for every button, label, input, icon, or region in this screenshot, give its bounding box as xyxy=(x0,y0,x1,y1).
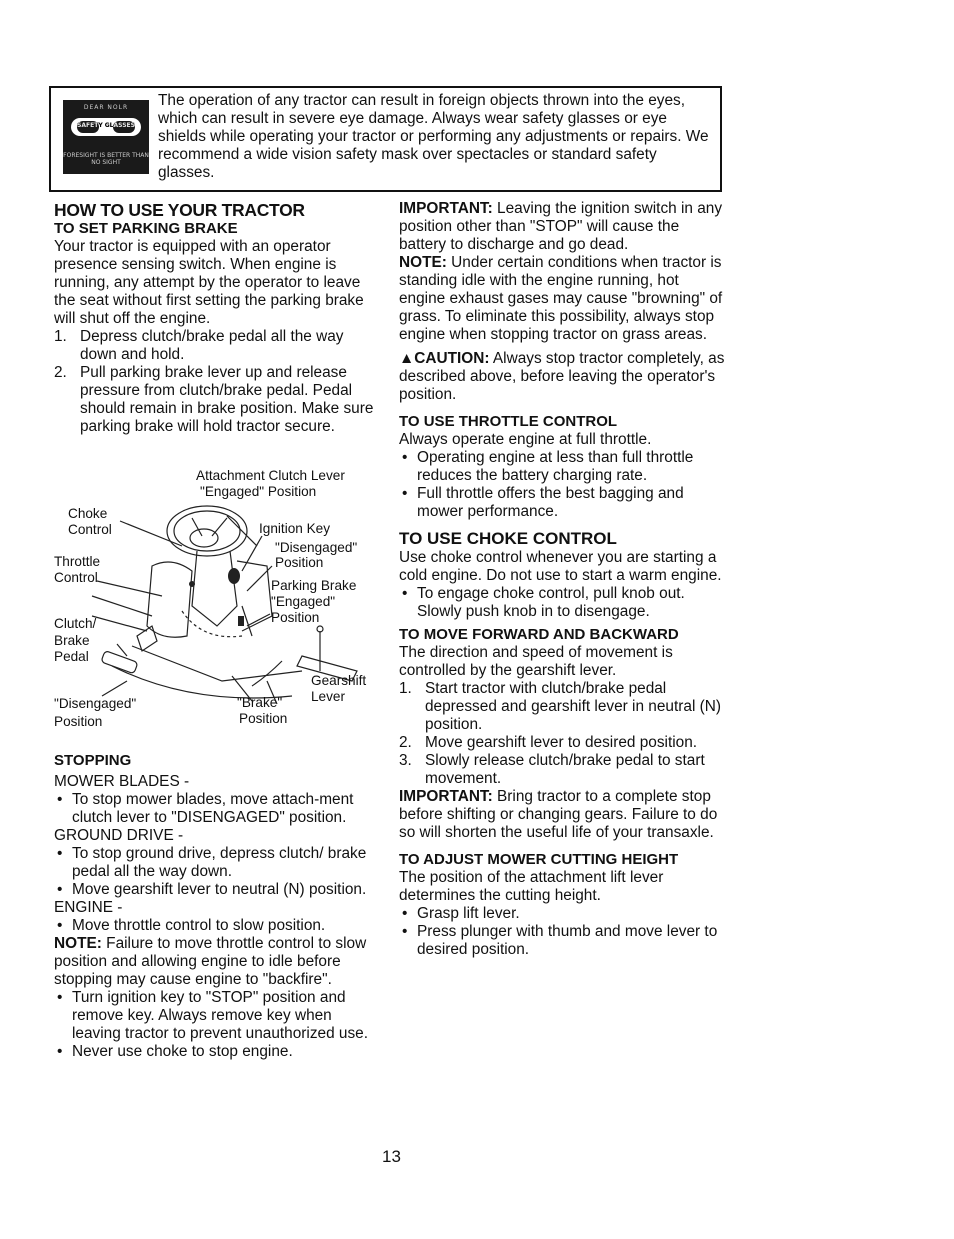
tractor-controls-diagram xyxy=(52,466,382,736)
note-label: NOTE: xyxy=(54,935,102,952)
icon-mid-text: SAFETY GLASSES xyxy=(77,122,135,129)
label-pedal: Pedal xyxy=(54,649,89,664)
left-column-top xyxy=(54,200,376,436)
label-parking-brake: Parking Brake xyxy=(271,578,357,593)
note-browning xyxy=(399,254,725,344)
choke-heading: TO USE CHOKE CONTROL xyxy=(399,529,617,548)
label-ignition-position: Position xyxy=(275,555,324,570)
parking-brake-heading: TO SET PARKING BRAKE xyxy=(54,220,238,237)
label-brake: Brake xyxy=(54,633,90,648)
engine-bullet: • Never use choke to stop engine. xyxy=(57,1043,293,1060)
parking-step-2: 2. Pull parking brake lever up and release pressure from clutch/brake pedal. Pedal should remain in brake position. Make sure parking brake will hold tractor secure. xyxy=(54,364,374,435)
page-number: 13 xyxy=(382,1147,401,1166)
choke-intro: Use choke control whenever you are starting a cold engine. Do not use to start a warm engine. xyxy=(399,549,722,584)
label-brake-position: Position xyxy=(239,711,288,726)
caution-label: ▲CAUTION: xyxy=(399,350,490,367)
section-title: HOW TO USE YOUR TRACTOR xyxy=(54,200,305,220)
label-pedal-disengaged: "Disengaged" xyxy=(54,696,137,711)
warning-text: The operation of any tractor can result in foreign objects thrown into the eyes, which can result in severe eye damage. Always wear safety glasses or eye shields while operating your tractor or performing any adjustments or repairs. We recommend a wide vision safety mask over spectacles or standard safety glasses. xyxy=(158,92,709,181)
important-text: Leaving the ignition switch in any position other than "STOP" will cause the battery to discharge and go dead. xyxy=(399,200,723,253)
label-throttle-control: Control xyxy=(54,570,98,585)
engine-note xyxy=(54,935,376,989)
forward-step-1: 1. Start tractor with clutch/brake pedal depressed and gearshift lever in neutral (N) position. xyxy=(399,680,721,733)
caution-text: Always stop tractor completely, as described above, before leaving the operator's position. xyxy=(399,350,725,403)
label-ignition-key: Ignition Key xyxy=(259,521,331,536)
label-brake-position-q: "Brake" xyxy=(237,695,283,710)
right-column xyxy=(399,200,725,959)
important-label: IMPORTANT: xyxy=(399,200,493,217)
cutting-bullet: • Grasp lift lever. xyxy=(402,905,520,922)
forward-step-3: 3. Slowly release clutch/brake pedal to start movement. xyxy=(399,752,705,787)
label-choke-control: Control xyxy=(68,522,112,537)
label-pedal-position: Position xyxy=(54,714,103,729)
engine-bullet: • Turn ignition key to "STOP" position and remove key. Always remove key when leaving tractor to prevent unauthorized use. xyxy=(57,989,369,1042)
cutting-bullet: • Press plunger with thumb and move lever to desired position. xyxy=(402,923,718,958)
eye-safety-warning-box xyxy=(49,86,722,192)
forward-step-2: 2. Move gearshift lever to desired position. xyxy=(399,734,698,751)
mower-blades-label: MOWER BLADES - xyxy=(54,773,190,790)
cutting-intro: The position of the attachment lift lever determines the cutting height. xyxy=(399,869,664,904)
stopping-section xyxy=(54,752,376,1061)
ground-bullet: • To stop ground drive, depress clutch/ brake pedal all the way down. xyxy=(57,845,367,880)
throttle-heading: TO USE THROTTLE CONTROL xyxy=(399,413,618,430)
label-parking-position: Position xyxy=(271,610,320,625)
label-gearshift-lever: Lever xyxy=(311,689,346,704)
stopping-heading: STOPPING xyxy=(54,752,132,769)
note-text: Failure to move throttle control to slow position and allowing engine to idle before stopping may cause engine to "backfire". xyxy=(54,935,367,988)
icon-top-text: DEAR NOLR xyxy=(83,104,129,111)
engine-bullet: • Move throttle control to slow position. xyxy=(57,917,326,934)
cutting-height-heading: TO ADJUST MOWER CUTTING HEIGHT xyxy=(399,851,679,868)
forward-backward-heading: TO MOVE FORWARD AND BACKWARD xyxy=(399,626,679,643)
engine-label: ENGINE - xyxy=(54,899,123,916)
parking-step-1: 1. Depress clutch/brake pedal all the way down and hold. xyxy=(54,328,344,363)
label-parking-engaged: "Engaged" xyxy=(271,594,336,609)
throttle-bullet: • Operating engine at less than full throttle reduces the battery charging rate. xyxy=(402,449,694,484)
important-gears xyxy=(399,788,725,842)
choke-bullet: • To engage choke control, pull knob out. Slowly push knob in to disengage. xyxy=(402,585,685,620)
label-engaged-position: "Engaged" Position xyxy=(200,484,317,499)
label-ignition-disengaged: "Disengaged" xyxy=(275,540,358,555)
throttle-intro: Always operate engine at full throttle. xyxy=(399,431,652,448)
important-ignition xyxy=(399,200,725,254)
ground-bullet: • Move gearshift lever to neutral (N) position. xyxy=(57,881,367,898)
note-text: Under certain conditions when tractor is standing idle with the engine running, hot engine exhaust gases may cause "browning" of grass. To eliminate this possibility, always stop engine when stopping tractor on grass areas. xyxy=(399,254,723,343)
caution-triangle-icon: ▲ xyxy=(399,350,415,367)
throttle-bullet: • Full throttle offers the best bagging and mower performance. xyxy=(402,485,684,520)
forward-intro: The direction and speed of movement is controlled by the gearshift lever. xyxy=(399,644,673,679)
label-choke: Choke xyxy=(68,506,108,521)
note-label: NOTE: xyxy=(399,254,447,271)
mower-bullet: • To stop mower blades, move attach-ment clutch lever to "DISENGAGED" position. xyxy=(57,791,354,826)
safety-glasses-icon xyxy=(63,100,149,174)
label-clutch: Clutch/ xyxy=(54,616,97,631)
label-gearshift: Gearshift xyxy=(311,673,367,688)
label-throttle: Throttle xyxy=(54,554,101,569)
ground-drive-label: GROUND DRIVE - xyxy=(54,827,184,844)
important-label: IMPORTANT: xyxy=(399,788,493,805)
icon-bottom-text: FORESIGHT IS BETTER THAN NO SIGHT xyxy=(63,152,149,166)
important-text: Bring tractor to a complete stop before shifting or changing gears. Failure to do so will shorten the useful life of your transaxle. xyxy=(399,788,718,841)
caution-paragraph xyxy=(399,350,725,404)
parking-brake-intro: Your tractor is equipped with an operator presence sensing switch. When engine is running, any attempt by the operator to leave the seat without first setting the parking brake will shut off the engine. xyxy=(54,238,364,327)
label-attachment-clutch-lever: Attachment Clutch Lever xyxy=(196,468,345,483)
